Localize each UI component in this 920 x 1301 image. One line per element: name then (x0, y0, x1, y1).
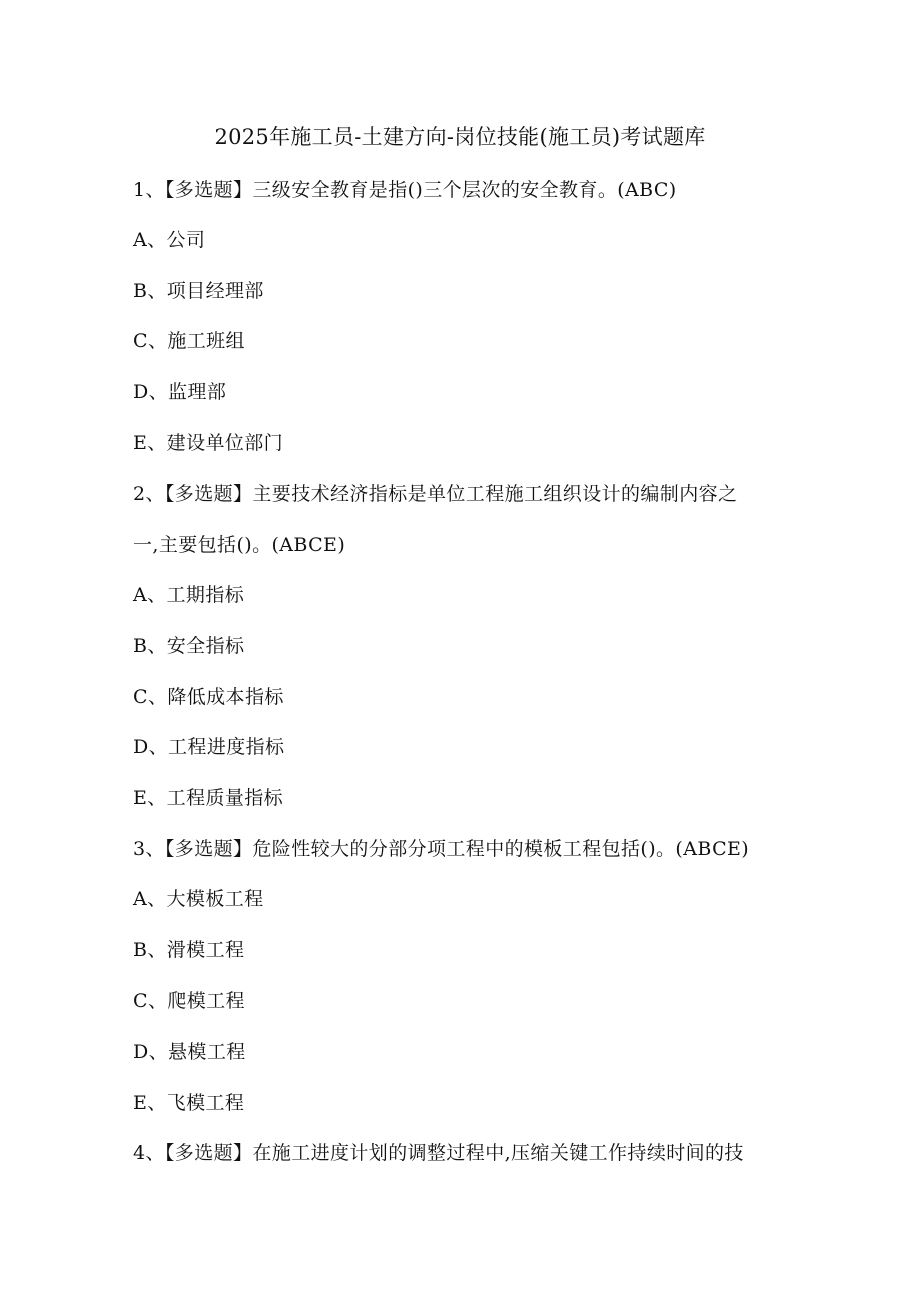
question-2-option-c: C、降低成本指标 (133, 686, 284, 708)
question-1-option-e: E、建设单位部门 (133, 432, 284, 454)
question-2-option-b: B、安全指标 (133, 635, 245, 657)
document-title: 2025年施工员-土建方向-岗位技能(施工员)考试题库 (214, 125, 706, 149)
question-3-option-a: A、大模板工程 (133, 888, 264, 910)
question-2-stem-line-2: 一,主要包括()。(ABCE) (133, 534, 346, 556)
question-1-option-d: D、监理部 (133, 381, 227, 403)
question-2-option-e: E、工程质量指标 (133, 787, 284, 809)
question-2-option-a: A、工期指标 (133, 584, 245, 606)
question-1-option-c: C、施工班组 (133, 330, 245, 352)
question-1-stem: 1、【多选题】三级安全教育是指()三个层次的安全教育。(ABC) (133, 179, 677, 201)
question-2-option-d: D、工程进度指标 (133, 736, 285, 758)
question-1-option-b: B、项目经理部 (133, 280, 264, 302)
question-3-option-c: C、爬模工程 (133, 990, 245, 1012)
question-3-option-e: E、飞模工程 (133, 1092, 245, 1114)
question-1-option-a: A、公司 (133, 229, 206, 251)
question-3-option-b: B、滑模工程 (133, 939, 245, 961)
question-3-stem: 3、【多选题】危险性较大的分部分项工程中的模板工程包括()。(ABCE) (133, 838, 750, 860)
question-4-stem: 4、【多选题】在施工进度计划的调整过程中,压缩关键工作持续时间的技 (133, 1142, 744, 1164)
question-2-stem-line-1: 2、【多选题】主要技术经济指标是单位工程施工组织设计的编制内容之 (133, 483, 738, 505)
question-3-option-d: D、悬模工程 (133, 1041, 246, 1063)
